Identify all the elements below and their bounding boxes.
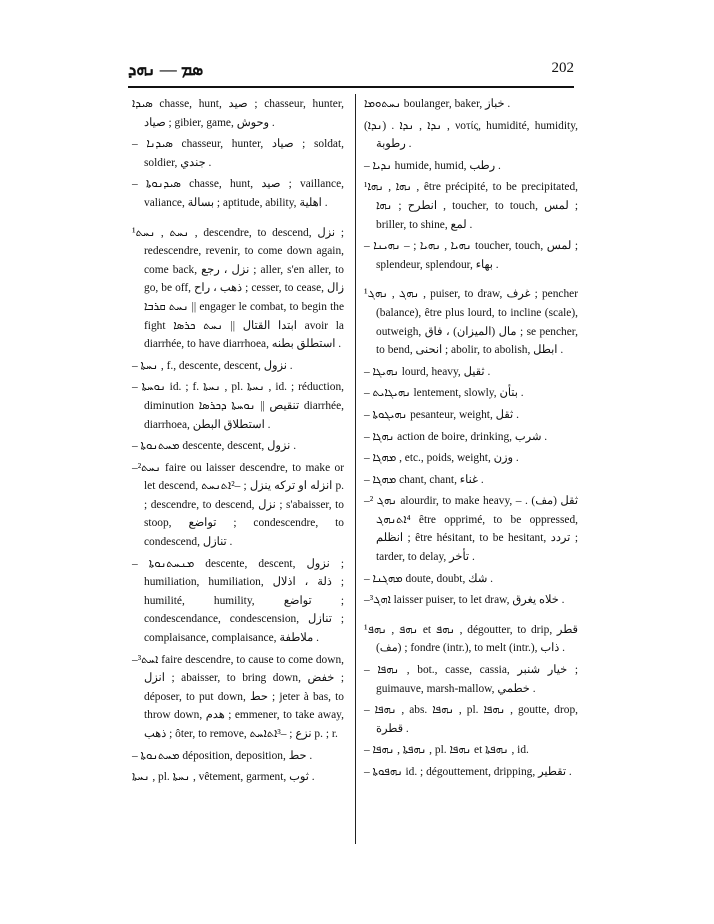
- dictionary-entry: (ܢܕܐ) . ܢܕܐ , ܢܕܐ , νοτίς, humidité, humidity, رطوبة .: [364, 119, 578, 151]
- dictionary-entry: – ܡܚܬܢܘܬܐ descente, descent, نزول .: [132, 440, 297, 453]
- dictionary-entry: – ܢܗܦܐ , bot., casse, cassia, خيار شنبر ; guimauve, marsh-mallow, خطمي .: [364, 664, 579, 695]
- dictionary-entry: – ܢܘܚܬܐ id. ; f. ܢܚܬܐ , pl. ܢܚܬܐ , id. ; réduction, diminution تنقيص || ܢܘܚܬܐ ܕܟܪܣܐ diarrhée, diarrhoea, استطلاق البطن .: [132, 381, 344, 431]
- dictionary-entry: – ܢܗܝܓܐܝܬ lentement, slowly, بتأن .: [364, 387, 524, 400]
- dictionary-entry: – ܢܗܝܓܐ lourd, heavy, ثقيل .: [364, 365, 491, 378]
- dictionary-entry: –² ܢܗܓ alourdir, to make heavy, ثقل (مف) . –⁴ܐܬܢܗܓ être opprimé, to be oppressed, انظلم ; être hésitant, to be hesitant, تردد ; tarder, to delay, تأخر .: [364, 495, 578, 564]
- running-head: ܣܡ — ܢܗܕ: [128, 60, 204, 79]
- dictionary-entry: – ܢܗܦܘܬܐ id. ; dégouttement, dripping, تقطير .: [364, 766, 572, 778]
- dictionary-entry: – ܢܚܬܐ , f., descente, descent, نزول .: [132, 359, 293, 372]
- dictionary-entry: ܢܚܬܐ , pl. ܢܚܬܐ , vêtement, garment, ثوب .: [132, 771, 315, 784]
- dictionary-entry: – ܢܗܝܐ , ܢܗܝܐ ; – ܢܗܝܢܐ toucher, touch, لمس ; splendeur, splendour, بهاء .: [364, 240, 579, 271]
- dictionary-entry: ܢܚܬܘܡܐ boulanger, baker, خباز .: [364, 98, 511, 110]
- dictionary-entry: ܣܝܕܐ chasse, hunt, صيد ; chasseur, hunter, صياد ; gibier, game, وحوش .: [132, 98, 345, 129]
- dictionary-entry: – ܡܗܓܢܐ doute, doubt, شك .: [364, 572, 494, 585]
- right-column: [364, 95, 578, 785]
- page-header: [128, 58, 574, 82]
- dictionary-entry: – ܢܕܝܐ humide, humid, رطب .: [364, 159, 501, 172]
- dictionary-entry: – ܡܚܬܢܘܬܐ déposition, deposition, حط .: [132, 749, 313, 762]
- dictionary-entry: –³ܐܗܓ laisser puiser, to let draw, خلاه يغرق .: [364, 594, 565, 607]
- dictionary-entry: ¹ܢܗܐ , ܢܗܐ , être précipité, to be precipitated, انطرح ; ܢܗܐ , toucher, to touch, لمس ; briller, to shine, لمع .: [364, 181, 578, 231]
- dictionary-entry: – ܢܗܦܐ , abs. ܢܗܦܐ , pl. ܢܗܦܐ , goutte, drop, قطرة .: [364, 704, 578, 735]
- header-rule: [128, 86, 574, 88]
- page-number: 202: [551, 60, 574, 76]
- dictionary-entry: –³ܐܚܬ faire descendre, to cause to come down, انزل ; abaisser, to bring down, خفض ; déposer, to put down, حط ; jeter à bas, to throw down, هدم ; emmener, to take away, ذهب ; ôter, to remove, نزع ; –³ܐܬܐܚܬ p. ; r.: [132, 653, 344, 740]
- dictionary-entry: –²ܢܚܬ faire ou laisser descendre, to make or let descend, انزله او تركه ينزل ; –²ܐܬܢܚܬ p. ; descendre, to descend, نزل ; s'abaisser, to stoop, تواضع ; condescendre, to condescend, تنازل .: [132, 461, 345, 549]
- dictionary-entry: – ܡܗܓܐ , etc., poids, weight, وزن .: [364, 452, 519, 465]
- dictionary-entry: – ܣܝܕܢܐ chasseur, hunter, صياد ; soldat, soldier, جندي .: [132, 138, 344, 169]
- dictionary-entry: ¹ܢܗܓ , ܢܗܓ , puiser, to draw, غرف ; pencher (balance), être plus lourd, to incline (scale), outweigh, مال (الميزان) ، فاق ; se pencher, to bend, انحنى ; abolir, to abolish, ابطل .: [364, 286, 578, 357]
- dictionary-entry: – ܢܗܝܓܘܬܐ pesanteur, weight, ثقل .: [364, 408, 519, 421]
- dictionary-entry: ¹ܢܚܬ , ܢܚܬ , descendre, to descend, نزل ; redescendre, revenir, to come down again, come back, نزل ، رجع ; aller, s'en aller, to go, be off, ذهب ، راح ; cesser, to cease, زال || ܢܚܬ ܩܪܒܐ engager le combat, to begin the fight ابتدا القتال || ܢܚܬ ܟܪܣܐ avoir la diarrhée, to have diarrhoea, استطلق بطنه .: [132, 224, 345, 351]
- dictionary-entry: – ܢܗܓܐ action de boire, drinking, شرب .: [364, 430, 548, 443]
- dictionary-entry: – ܡܗܓܐ chant, chant, غناء .: [364, 473, 484, 486]
- column-divider: [355, 94, 356, 844]
- dictionary-entry: – ܢܗܦܬܐ , ܢܗܦܐ , pl. ܢܗܦܐ et ܢܗܦܬܐ , id.: [364, 744, 529, 757]
- dictionary-entry: ¹ܢܗܦ , ܢܗܦ et ܢܗܦ , dégoutter, to drip, قطر (مف) ; fondre (intr.), to melt (intr.), ذاب .: [364, 621, 578, 655]
- dictionary-entry: – ܡܢܚܬܢܘܬܐ descente, descent, نزول ; humiliation, humiliation, ذلة ، اذلال ; humilité, humility, تواضع ; condescendance, condescension, تنازل ; complaisance, complaisance, ملاطفة .: [132, 557, 345, 645]
- dictionary-entry: – ܣܝܕܢܘܬܐ chasse, hunt, صيد ; vaillance, valiance, بسالة ; aptitude, ability, اهلية .: [132, 178, 344, 209]
- left-column: [132, 95, 344, 790]
